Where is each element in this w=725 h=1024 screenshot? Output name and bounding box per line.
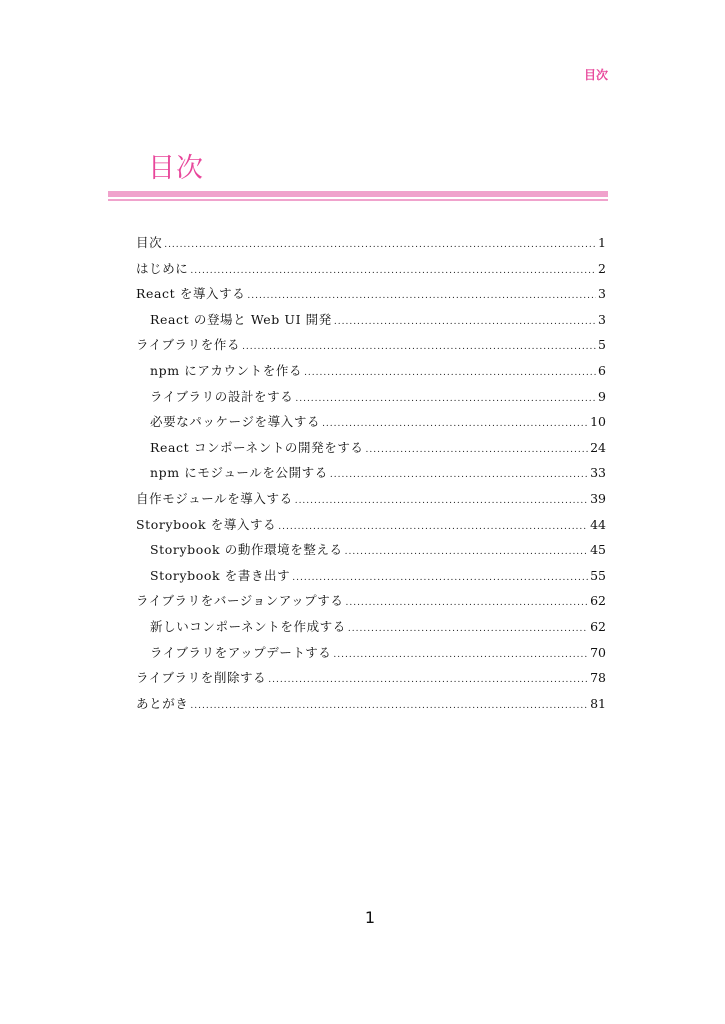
toc-entry-page: 24	[590, 439, 606, 455]
page-number: 1	[364, 908, 376, 927]
toc-entry-title: React の登場と Web UI 開発	[150, 311, 332, 327]
toc-entry-page: 3	[598, 286, 606, 302]
toc-entry-page: 39	[590, 490, 606, 506]
toc-entry-page: 62	[590, 593, 606, 609]
toc-entry-title: 自作モジュールを導入する	[136, 490, 293, 506]
toc-entry[interactable]	[136, 563, 606, 589]
toc-entry[interactable]	[136, 665, 606, 691]
toc-entry[interactable]	[136, 460, 606, 486]
toc-entry-title: Storybook の動作環境を整える	[150, 542, 343, 558]
toc-entry-title: 必要なパッケージを導入する	[150, 414, 321, 430]
toc-entry-title: ライブラリをアップデートする	[150, 644, 332, 660]
toc-entry-title: React を導入する	[136, 286, 246, 302]
toc-entry[interactable]	[136, 230, 606, 256]
toc-entry-title: React コンポーネントの開発をする	[150, 439, 364, 455]
table-of-contents	[136, 230, 606, 716]
toc-entry[interactable]	[136, 281, 606, 307]
toc-entry-page: 62	[590, 618, 606, 634]
toc-entry-title: ライブラリの設計をする	[150, 388, 294, 404]
toc-entry[interactable]	[136, 307, 606, 333]
toc-entry[interactable]	[136, 332, 606, 358]
toc-entry-page: 2	[598, 260, 606, 276]
toc-entry-title: npm にモジュールを公開する	[150, 465, 328, 481]
toc-entry-page: 45	[590, 542, 606, 558]
toc-dot-leader	[304, 361, 596, 387]
toc-dot-leader	[190, 259, 596, 285]
toc-dot-leader	[330, 463, 588, 489]
toc-entry-page: 55	[590, 567, 606, 583]
toc-entry[interactable]	[136, 384, 606, 410]
toc-entry-page: 6	[598, 362, 606, 378]
toc-entry-page: 78	[590, 670, 606, 686]
toc-entry-title: あとがき	[136, 695, 189, 711]
toc-entry-title: ライブラリを作る	[136, 337, 241, 353]
toc-entry[interactable]	[136, 256, 606, 282]
toc-entry-title: 新しいコンポーネントを作成する	[150, 618, 346, 634]
toc-dot-leader	[295, 387, 596, 413]
toc-entry-title: Storybook を書き出す	[150, 567, 291, 583]
toc-dot-leader	[164, 233, 596, 259]
toc-entry[interactable]	[136, 588, 606, 614]
toc-entry[interactable]	[136, 640, 606, 666]
toc-dot-leader	[345, 591, 588, 617]
toc-entry-title: 目次	[136, 235, 163, 250]
toc-entry-page: 33	[590, 465, 606, 481]
toc-entry-title: npm にアカウントを作る	[150, 362, 303, 378]
toc-entry-page: 70	[590, 644, 606, 660]
toc-entry[interactable]	[136, 409, 606, 435]
toc-entry-page: 5	[598, 337, 606, 353]
running-header: 目次	[583, 68, 608, 82]
toc-entry-page: 81	[590, 695, 606, 711]
toc-entry-title: はじめに	[136, 260, 189, 276]
toc-entry-title: Storybook を導入する	[136, 516, 277, 532]
toc-entry-page: 44	[590, 516, 606, 532]
toc-entry[interactable]	[136, 435, 606, 461]
toc-dot-leader	[295, 489, 588, 515]
toc-dot-leader	[190, 694, 588, 720]
toc-dot-leader	[366, 438, 589, 464]
toc-entry-page: 9	[598, 388, 606, 404]
chapter-title: 目次	[148, 153, 204, 184]
toc-entry-page: 10	[590, 414, 606, 430]
toc-entry[interactable]	[136, 486, 606, 512]
toc-entry-page: 3	[598, 311, 606, 327]
toc-dot-leader	[334, 310, 596, 336]
toc-dot-leader	[268, 668, 588, 694]
title-rule-thick	[108, 191, 608, 197]
toc-entry[interactable]	[136, 512, 606, 538]
toc-entry[interactable]	[136, 537, 606, 563]
toc-entry-page: 1	[598, 235, 606, 250]
toc-dot-leader	[333, 643, 588, 669]
title-rule-thin	[108, 199, 608, 201]
toc-entry[interactable]	[136, 691, 606, 717]
toc-entry-title: ライブラリをバージョンアップする	[136, 593, 344, 609]
toc-entry-title: ライブラリを削除する	[136, 670, 267, 686]
toc-entry[interactable]	[136, 614, 606, 640]
toc-dot-leader	[345, 540, 588, 566]
toc-dot-leader	[348, 617, 588, 643]
toc-entry[interactable]	[136, 358, 606, 384]
